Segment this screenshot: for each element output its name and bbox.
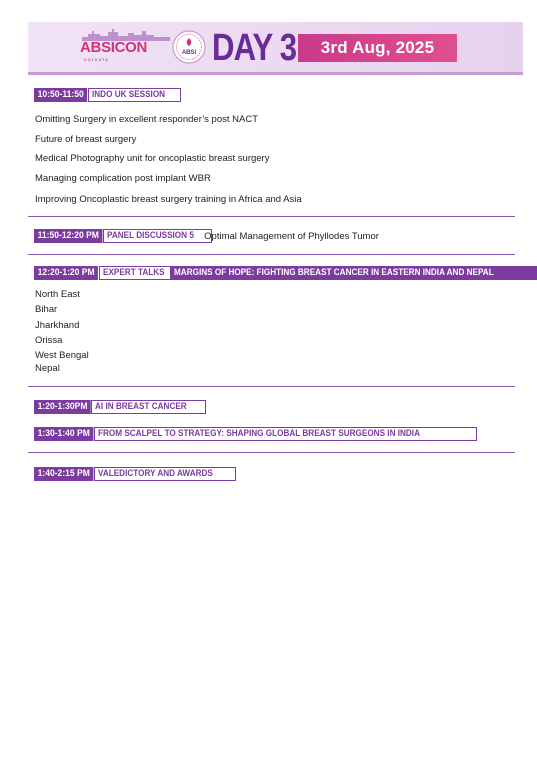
session-row [34,400,206,414]
header-banner [28,22,523,75]
list-item: Bihar [35,304,58,315]
session-row [34,467,236,481]
absicon-logo [80,28,206,68]
list-item: Future of breast surgery [35,134,137,145]
list-item: Medical Photography unit for oncoplastic breast surgery [35,153,270,164]
session-title: VALEDICTORY AND AWARDS [94,467,236,481]
logo-city-text: KOLKATA [84,57,109,62]
list-item: Managing complication post implant WBR [35,173,211,184]
session-time: 12:20-1:20 PM [34,266,98,280]
session-subtitle: MARGINS OF HOPE: FIGHTING BREAST CANCER IN EASTERN INDIA AND NEPAL [170,266,537,280]
logo-brand-text: ABSICON [80,39,148,56]
session-row [34,229,379,243]
divider [28,452,515,453]
session-time: 10:50-11:50 [34,88,87,102]
list-item: Nepal [35,363,60,374]
session-row [34,266,537,280]
session-title: FROM SCALPEL TO STRATEGY: SHAPING GLOBAL BREAST SURGEONS IN INDIA [94,427,476,441]
session-title: PANEL DISCUSSION 5 [103,229,212,243]
session-title: AI IN BREAST CANCER [91,400,206,414]
session-subtitle: Optimal Management of Phyllodes Tumor [204,230,379,242]
divider [28,386,515,387]
session-time: 1:30-1:40 PM [34,427,93,441]
list-item: Omitting Surgery in excellent responder’s post NACT [35,114,258,125]
divider [28,254,515,255]
list-item: North East [35,289,80,300]
session-row [34,88,181,102]
date-badge: 3rd Aug, 2025 [298,34,457,62]
divider [28,216,515,217]
session-title: INDO UK SESSION [88,88,181,102]
session-time: 1:40-2:15 PM [34,467,93,481]
session-time: 1:20-1:30PM [34,400,91,414]
session-title: EXPERT TALKS [99,266,179,280]
list-item: Jharkhand [35,320,80,331]
session-row [34,427,477,441]
list-item: Orissa [35,335,63,346]
session-time: 11:50-12:20 PM [34,229,103,243]
absi-badge-icon [172,30,206,64]
day-title: DAY 3 [212,27,297,69]
list-item: West Bengal [35,350,89,361]
badge-text: ABSI [181,50,197,56]
list-item: Improving Oncoplastic breast surgery training in Africa and Asia [35,194,302,205]
